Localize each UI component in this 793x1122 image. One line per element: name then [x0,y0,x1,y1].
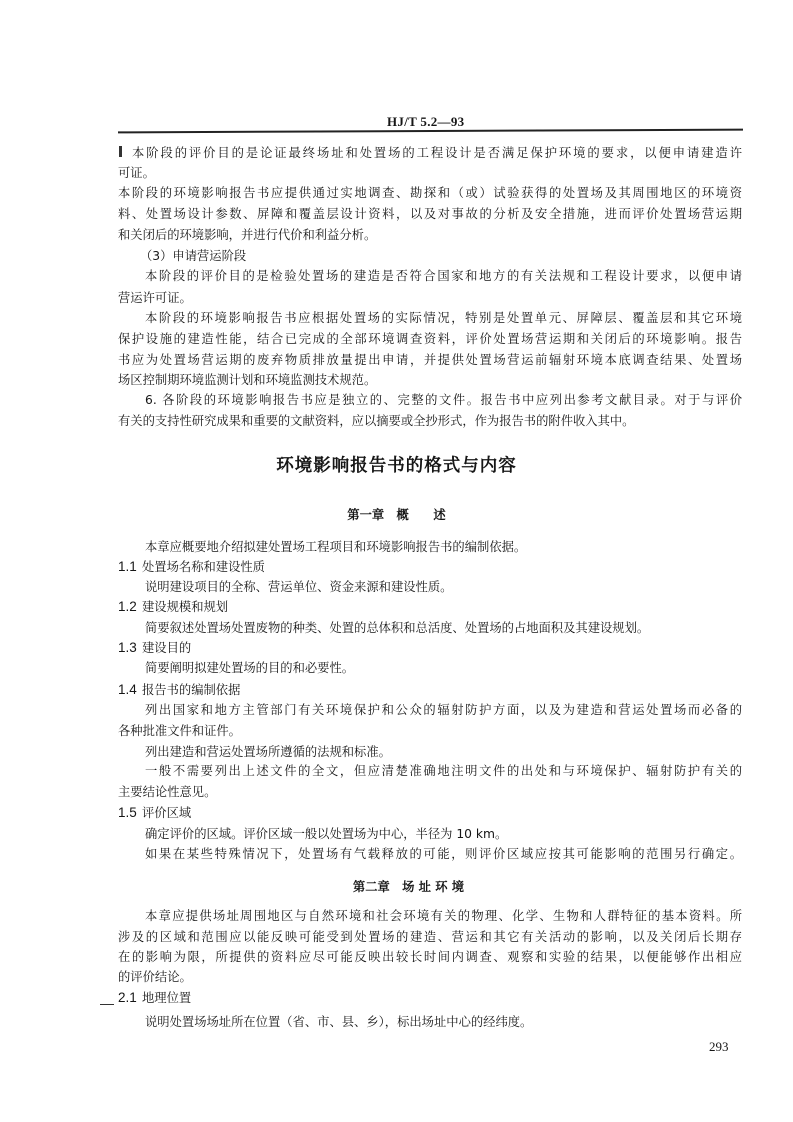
paragraph-line: 可证。 [118,166,155,180]
section-title: 地理位置 [142,991,192,1005]
paragraph-line: 营运许可证。 [118,291,192,305]
paragraph-line: 本章应提供场址周围地区与自然环境和社会环境有关的物理、化学、生物和人群特征的基本资料。所 [145,909,742,923]
section-title: 评价区域 [142,806,192,820]
section-number: 2.1 [118,990,137,1005]
paragraph-line: 确定评价的区域。评价区域一般以处置场为中心，半径为 10 km。 [145,827,508,841]
paragraph-line: 本阶段的评价目的是论证最终场址和处置场的工程设计是否满足保护环境的要求，以便申请建造许 [132,146,742,160]
paragraph-line: 本章应概要地介绍拟建处置场工程项目和环境影响报告书的编制依据。 [145,540,527,554]
section-number: 1.2 [118,599,137,614]
paragraph-line: 说明建设项目的全称、营运单位、资金来源和建设性质。 [145,580,453,594]
paragraph-line: 列出国家和地方主管部门有关环境保护和公众的辐射防护方面，以及为建造和营运处置场而必备的 [145,703,742,717]
section-number: 1.3 [118,640,137,655]
section-heading-1-4 [118,682,240,698]
paragraph-line: 6. 各阶段的环境影响报告书应是独立的、完整的文件。报告书中应列出参考文献目录。对于与评价 [145,393,742,407]
chapter-2-heading: 第二章 场 址 环 境 [352,880,465,894]
paragraph-line: 各种批准文件和证件。 [118,724,241,738]
section-heading-1-3 [118,640,191,656]
section-number: 1.5 [118,805,137,820]
paragraph-line: 说明处置场场址所在位置（省、市、县、乡），标出场址中心的经纬度。 [145,1015,533,1029]
paragraph-line: 保护设施的建造性能，结合已完成的全部环境调查资料，评价处置场营运期和关闭后的环境影响。报告 [118,332,742,346]
section-title: 报告书的编制依据 [142,683,241,697]
section-number: 1.1 [118,559,137,574]
section-title: 建设规模和规划 [142,600,229,614]
page-number: 293 [709,1039,729,1054]
document-title: 环境影响报告书的格式与内容 [276,456,517,476]
scan-artifact [100,1004,114,1005]
section-heading-1-5 [118,805,191,821]
paragraph-line: 一般不需要列出上述文件的全文，但应清楚准确地注明文件的出处和与环境保护、辐射防护有关的 [145,764,742,778]
section-heading-1-1 [118,559,265,575]
paragraph-line: 的评价结论。 [118,970,192,984]
paragraph-line: 本阶段的评价目的是检验处置场的建造是否符合国家和地方的有关法规和工程设计要求，以便申请 [145,269,742,283]
paragraph-line: 简要阐明拟建处置场的目的和必要性。 [145,661,355,675]
paragraph-line: 场区控制期环境监测计划和环境监测技术规范。 [118,373,377,387]
section-title: 建设目的 [142,641,192,655]
section-heading-2-1 [118,990,191,1006]
paragraph-line: 有关的支持性研究成果和重要的文献资料，应以摘要或全抄形式，作为报告书的附件收入其中。 [118,414,635,428]
section-title: 处置场名称和建设性质 [142,560,265,574]
paragraph-line: 主要结论性意见。 [118,785,217,799]
paragraph-line: 和关闭后的环境影响，并进行代价和利益分析。 [118,228,377,242]
paragraph-line: 涉及的区域和范围应以能反映可能受到处置场的建造、营运和其它有关活动的影响，以及关闭后长期存 [118,930,742,944]
running-header: HJ/T 5.2—93 [387,114,465,129]
paragraph-line: 料、处置场设计参数、屏障和覆盖层设计资料，以及对事故的分析及安全措施，进而评价处置场营运期 [118,207,742,221]
paragraph-line: 列出建造和营运处置场所遵循的法规和标准。 [145,745,391,759]
paragraph-line: 简要叙述处置场处置废物的种类、处置的总体积和总活度、处置场的占地面积及其建设规划。 [145,621,650,635]
chapter-1-heading: 第一章 概 述 [347,508,446,522]
header-rule [118,129,743,133]
scan-artifact [119,146,122,157]
section-number: 1.4 [118,682,137,697]
paragraph-line: 在的影响为限，所提供的资料应尽可能反映出较长时间内调查、观察和实验的结果，以便能够作出相应 [118,950,742,964]
section-heading-1-2 [118,599,228,615]
paragraph-line: 本阶段的环境影响报告书应提供通过实地调查、勘探和（或）试验获得的处置场及其周围地区的环境资 [118,186,742,200]
subheading: （3）申请营运阶段 [140,249,247,263]
paragraph-line: 书应为处置场营运期的废弃物质排放量提出申请，并提供处置场营运前辐射环境本底调查结果、处置场 [118,353,742,367]
paragraph-line: 如果在某些特殊情况下，处置场有气载释放的可能，则评价区域应按其可能影响的范围另行确定。 [145,847,742,861]
paragraph-line: 本阶段的环境影响报告书应根据处置场的实际情况，特别是处置单元、屏障层、覆盖层和其它环境 [145,311,742,325]
